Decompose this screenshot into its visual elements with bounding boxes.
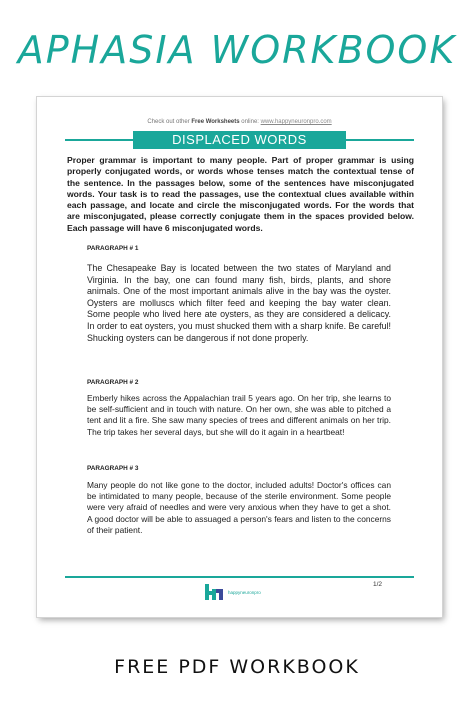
footer-divider [65, 576, 414, 578]
footer-logo [203, 581, 273, 603]
paragraph-1-heading: PARAGRAPH # 1 [87, 245, 139, 252]
page-number: 1/2 [372, 581, 382, 588]
paragraph-3-text: Many people do not like gone to the doctor, included adults! Doctor's offices can be intimidated to many people, because of the sterile environment. Some people were very afraid of needles and were very anxious when they have to get a shot. A good doctor will be able to assuaged a person's fears and listen to the concerns of their patient. [87, 480, 391, 535]
paragraph-3-heading: PARAGRAPH # 3 [87, 465, 139, 472]
promo-line [37, 119, 442, 125]
paragraph-2-heading: PARAGRAPH # 2 [87, 379, 139, 386]
worksheet-page [37, 97, 442, 617]
promo-bold: Free Worksheets [191, 119, 240, 125]
promo-link[interactable]: www.happyneuronpro.com [260, 119, 332, 125]
logo-wordmark: happyneuronpro [228, 589, 261, 595]
paragraph-2-text: Emberly hikes across the Appalachian trail 5 years ago. On her trip, she learns to be self-sufficient and in touch with nature. On her own, she was able to pitched a tent and lit a fire. She saw many species of trees and different animals on her trip. The trip takes her several days, but she will do it again in a heartbeat! [87, 393, 391, 437]
bottom-caption: FREE PDF WORKBOOK [114, 656, 360, 678]
worksheet-title-banner: DISPLACED WORDS [133, 131, 346, 149]
hn-logo-icon [203, 581, 225, 603]
promo-mid: online: [239, 119, 261, 125]
promo-prefix: Check out other [147, 119, 192, 125]
paragraph-1-text: The Chesapeake Bay is located between the two states of Maryland and Virginia. In the bay, one can found many fish, birds, plants, and shore animals. One of the most important animals alive in the bay was the oyster. Oysters are molluscs which filter feed and keeping the bay water clean. Some people who lived here ate oysters, as they are considered a delicacy. In order to eat oysters, you must shucked them with a sharp knife. Be careful! Shucking oysters can be dangerous if not done properly. [87, 263, 391, 343]
instructions-text: Proper grammar is important to many people. Part of proper grammar is using properly conjugated words, or words whose tenses match the contextual tense of the sentence. In the passages below, some of the sentences have misconjugated words. Your task is to read the passages, use the contextual clues available within each passage, and locate and circle the misconjugated words. For the words that are misconjugated, please correctly conjugate them in the spaces provided below. Each passage will have 6 misconjugated words. [67, 155, 414, 233]
poster-title: APHASIA WORKBOOK [17, 28, 457, 72]
